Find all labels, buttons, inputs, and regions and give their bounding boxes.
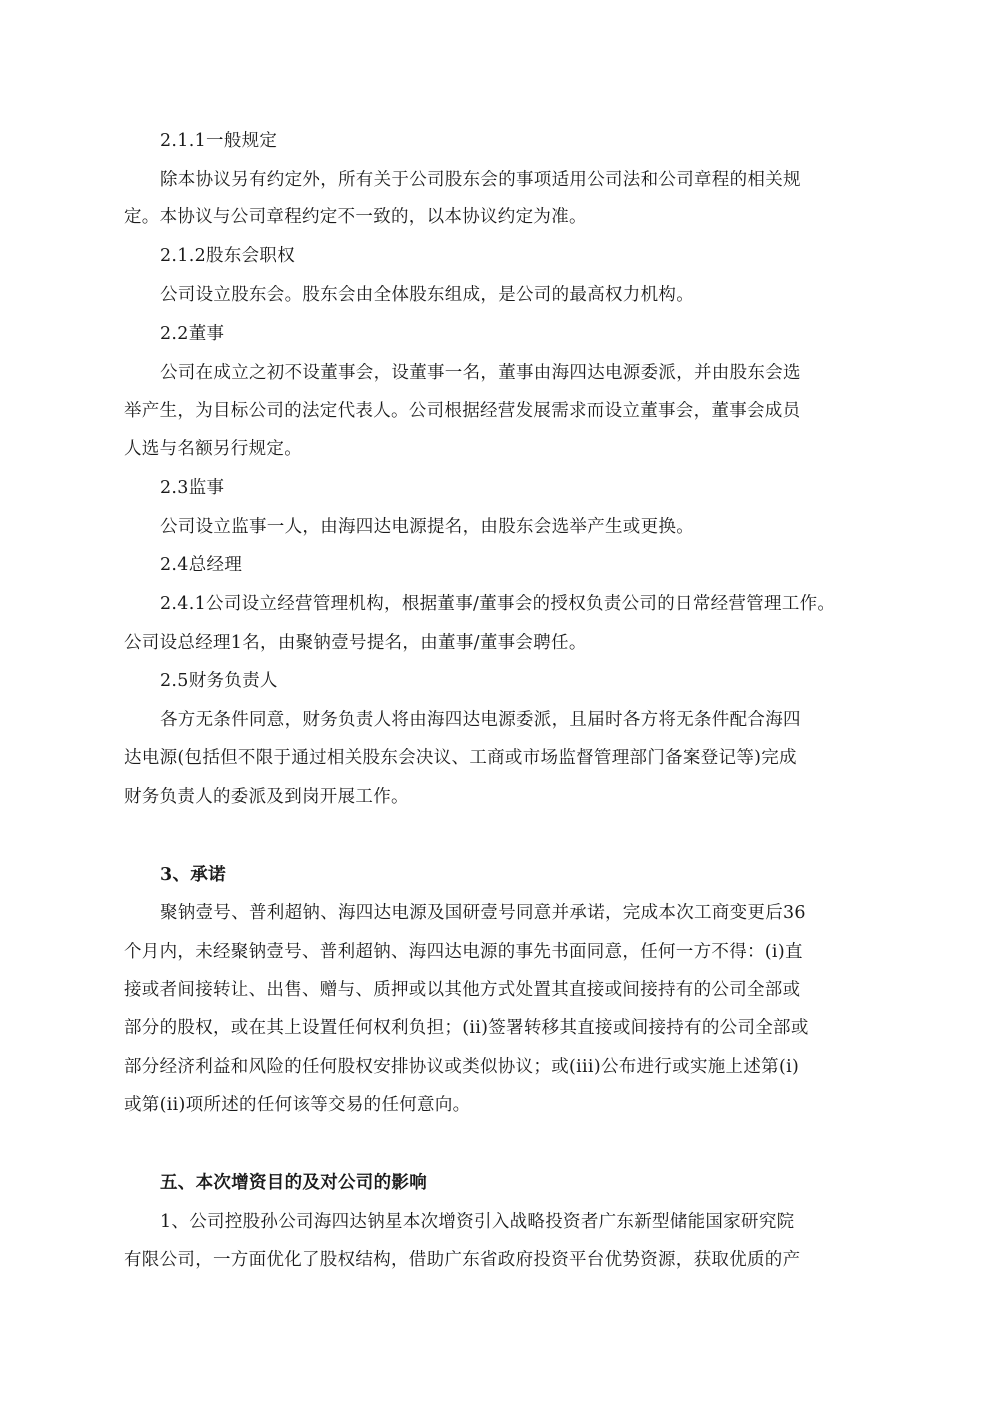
section-heading: 2.1.1一般规定 [160,131,278,151]
section-title: 五、本次增资目的及对公司的影响 [160,1173,427,1193]
section-heading: 2.1.2股东会职权 [160,246,296,266]
section-heading: 2.4总经理 [160,555,243,575]
paragraph-line: 公司设立股东会。股东会由全体股东组成，是公司的最高权力机构。 [160,285,694,305]
paragraph-line: 部分的股权，或在其上设置任何权利负担；(ii)签署转移其直接或间接持有的公司全部或 [124,1018,809,1038]
paragraph-line: 接或者间接转让、出售、赠与、质押或以其他方式处置其直接或间接持有的公司全部或 [124,980,801,1000]
paragraph-line: 公司设立监事一人，由海四达电源提名，由股东会选举产生或更换。 [160,517,694,537]
section-heading: 2.2董事 [160,324,225,344]
paragraph-line: 部分经济利益和风险的任何股权安排协议或类似协议；或(iii)公布进行或实施上述第(i) [124,1057,800,1077]
section-heading: 2.5财务负责人 [160,671,278,691]
section-heading: 2.3监事 [160,478,225,498]
paragraph-line: 有限公司，一方面优化了股权结构，借助广东省政府投资平台优势资源，获取优质的产 [124,1250,801,1270]
paragraph-line: 人选与名额另行规定。 [124,439,302,459]
section-title: 3、承诺 [160,865,226,885]
paragraph-line: 公司设总经理1名，由聚钠壹号提名，由董事/董事会聘任。 [124,633,587,653]
paragraph-line: 个月内，未经聚钠壹号、普利超钠、海四达电源的事先书面同意，任何一方不得：(i)直 [124,942,803,962]
paragraph-line: 除本协议另有约定外，所有关于公司股东会的事项适用公司法和公司章程的相关规 [160,170,801,190]
paragraph-line: 定。本协议与公司章程约定不一致的，以本协议约定为准。 [124,207,587,227]
paragraph-line: 达电源(包括但不限于通过相关股东会决议、工商或市场监督管理部门备案登记等)完成 [124,748,797,768]
paragraph-line: 1、公司控股孙公司海四达钠星本次增资引入战略投资者广东新型储能国家研究院 [160,1212,795,1232]
paragraph-line: 或第(ii)项所述的任何该等交易的任何意向。 [124,1095,471,1115]
paragraph-line: 各方无条件同意，财务负责人将由海四达电源委派，且届时各方将无条件配合海四 [160,710,801,730]
paragraph-line: 2.4.1公司设立经营管理机构，根据董事/董事会的授权负责公司的日常经营管理工作。 [160,594,836,614]
paragraph-line: 财务负责人的委派及到岗开展工作。 [124,787,409,807]
paragraph-line: 举产生，为目标公司的法定代表人。公司根据经营发展需求而设立董事会，董事会成员 [124,401,801,421]
paragraph-line: 聚钠壹号、普利超钠、海四达电源及国研壹号同意并承诺，完成本次工商变更后36 [160,903,806,923]
paragraph-line: 公司在成立之初不设董事会，设董事一名，董事由海四达电源委派，并由股东会选 [160,363,801,383]
